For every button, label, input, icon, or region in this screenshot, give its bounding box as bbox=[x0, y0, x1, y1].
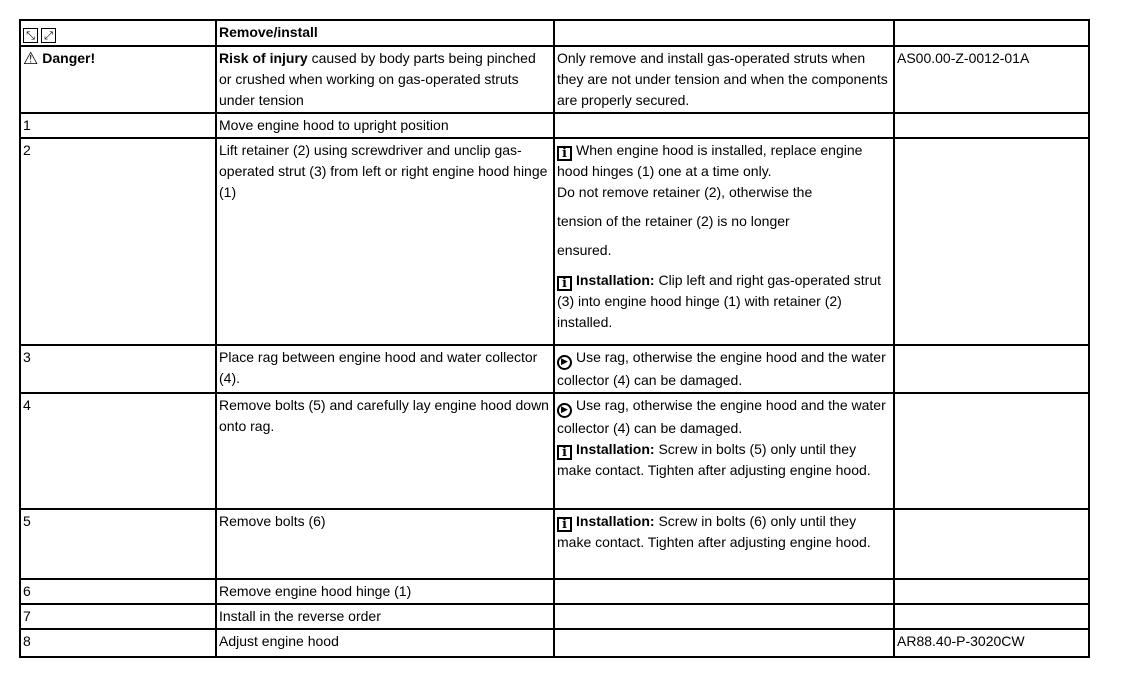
danger-risk-cell bbox=[216, 46, 554, 113]
table-row bbox=[20, 138, 1089, 345]
table-row bbox=[20, 345, 1089, 393]
table-row bbox=[20, 113, 1089, 138]
table-row bbox=[20, 604, 1089, 629]
step-action: Move engine hood to upright position bbox=[216, 113, 554, 138]
environment-icon[interactable]: ▶ bbox=[557, 355, 572, 370]
danger-label-cell bbox=[20, 46, 216, 113]
note-text-3: tension of the retainer (2) is no longer bbox=[557, 213, 790, 229]
warning-icon: ⚠ bbox=[23, 49, 39, 69]
step-reference-cell bbox=[894, 604, 1089, 629]
environment-icon[interactable]: ▶ bbox=[557, 403, 572, 418]
step-number: 1 bbox=[20, 113, 216, 138]
step-action: Lift retainer (2) using screwdriver and unclip gas-operated strut (3) from left or right engine hood hinge (1) bbox=[216, 138, 554, 345]
info-icon[interactable]: i bbox=[557, 445, 572, 460]
table-header-row bbox=[20, 20, 1089, 46]
danger-reference-link[interactable]: AS00.00-Z-0012-01A bbox=[894, 46, 1089, 113]
step-note-cell bbox=[554, 138, 894, 345]
header-empty-cell bbox=[554, 20, 894, 46]
step-number: 2 bbox=[20, 138, 216, 345]
step-number: 8 bbox=[20, 629, 216, 657]
table-row bbox=[20, 629, 1089, 657]
note-text-2: Do not remove retainer (2), otherwise the bbox=[557, 184, 813, 200]
step-reference-cell bbox=[894, 113, 1089, 138]
step-reference-cell bbox=[894, 345, 1089, 393]
note-paragraph bbox=[557, 140, 891, 182]
procedure-table bbox=[19, 19, 1090, 658]
step-action: Place rag between engine hood and water collector (4). bbox=[216, 345, 554, 393]
installation-paragraph bbox=[557, 270, 891, 333]
installation-text: Screw in bolts (5) only until they make contact. Tighten after adjusting engine hood. bbox=[557, 441, 871, 478]
step-note-cell bbox=[554, 604, 894, 629]
risk-bold-text: Risk of injury bbox=[219, 50, 308, 66]
step-note-cell bbox=[554, 345, 894, 393]
note-text-4: ensured. bbox=[557, 242, 612, 258]
installation-paragraph bbox=[557, 439, 891, 481]
step-reference-cell bbox=[894, 509, 1089, 579]
danger-label: Danger! bbox=[42, 50, 96, 66]
risk-text: caused by body parts being pinched or crushed when working on gas-operated struts under tension bbox=[219, 50, 536, 108]
step-reference-link[interactable]: AR88.40-P-3020CW bbox=[894, 629, 1089, 657]
step-action: Install in the reverse order bbox=[216, 604, 554, 629]
step-number: 7 bbox=[20, 604, 216, 629]
note-paragraph bbox=[557, 395, 891, 439]
info-icon[interactable]: i bbox=[557, 517, 572, 532]
step-reference-cell bbox=[894, 579, 1089, 604]
step-action: Remove bolts (6) bbox=[216, 509, 554, 579]
step-note-cell bbox=[554, 113, 894, 138]
note-text: When engine hood is installed, replace engine hood hinges (1) one at a time only. bbox=[557, 142, 863, 179]
step-action: Remove bolts (5) and carefully lay engine hood down onto rag. bbox=[216, 393, 554, 509]
note-text: Use rag, otherwise the engine hood and the water collector (4) can be damaged. bbox=[557, 397, 886, 436]
header-icons-cell bbox=[20, 20, 216, 46]
danger-row bbox=[20, 46, 1089, 113]
step-note-cell bbox=[554, 393, 894, 509]
step-number: 4 bbox=[20, 393, 216, 509]
table-row bbox=[20, 393, 1089, 509]
danger-instruction: Only remove and install gas-operated struts when they are not under tension and when the components are properly secured. bbox=[554, 46, 894, 113]
step-number: 3 bbox=[20, 345, 216, 393]
step-reference-cell bbox=[894, 393, 1089, 509]
step-action: Remove engine hood hinge (1) bbox=[216, 579, 554, 604]
step-note-cell bbox=[554, 509, 894, 579]
table-row bbox=[20, 579, 1089, 604]
expand-icon[interactable]: ⤡ bbox=[23, 28, 38, 43]
installation-text: Clip left and right gas-operated strut (3) into engine hood hinge (1) with retainer (2) installed. bbox=[557, 272, 882, 330]
info-icon[interactable]: i bbox=[557, 276, 572, 291]
header-empty-cell-2 bbox=[894, 20, 1089, 46]
step-number: 6 bbox=[20, 579, 216, 604]
repair-instruction-document bbox=[19, 19, 1090, 658]
info-icon[interactable]: i bbox=[557, 146, 572, 161]
installation-label: Installation: bbox=[576, 272, 655, 288]
step-number: 5 bbox=[20, 509, 216, 579]
note-text: Use rag, otherwise the engine hood and the water collector (4) can be damaged. bbox=[557, 349, 886, 388]
step-action: Adjust engine hood bbox=[216, 629, 554, 657]
step-note-cell bbox=[554, 629, 894, 657]
step-reference-cell bbox=[894, 138, 1089, 345]
table-row bbox=[20, 509, 1089, 579]
installation-label: Installation: bbox=[576, 513, 655, 529]
installation-label: Installation: bbox=[576, 441, 655, 457]
step-note-cell bbox=[554, 579, 894, 604]
collapse-icon[interactable]: ⤢ bbox=[41, 28, 56, 43]
installation-text: Screw in bolts (6) only until they make contact. Tighten after adjusting engine hood. bbox=[557, 513, 871, 550]
header-title: Remove/install bbox=[216, 20, 554, 46]
